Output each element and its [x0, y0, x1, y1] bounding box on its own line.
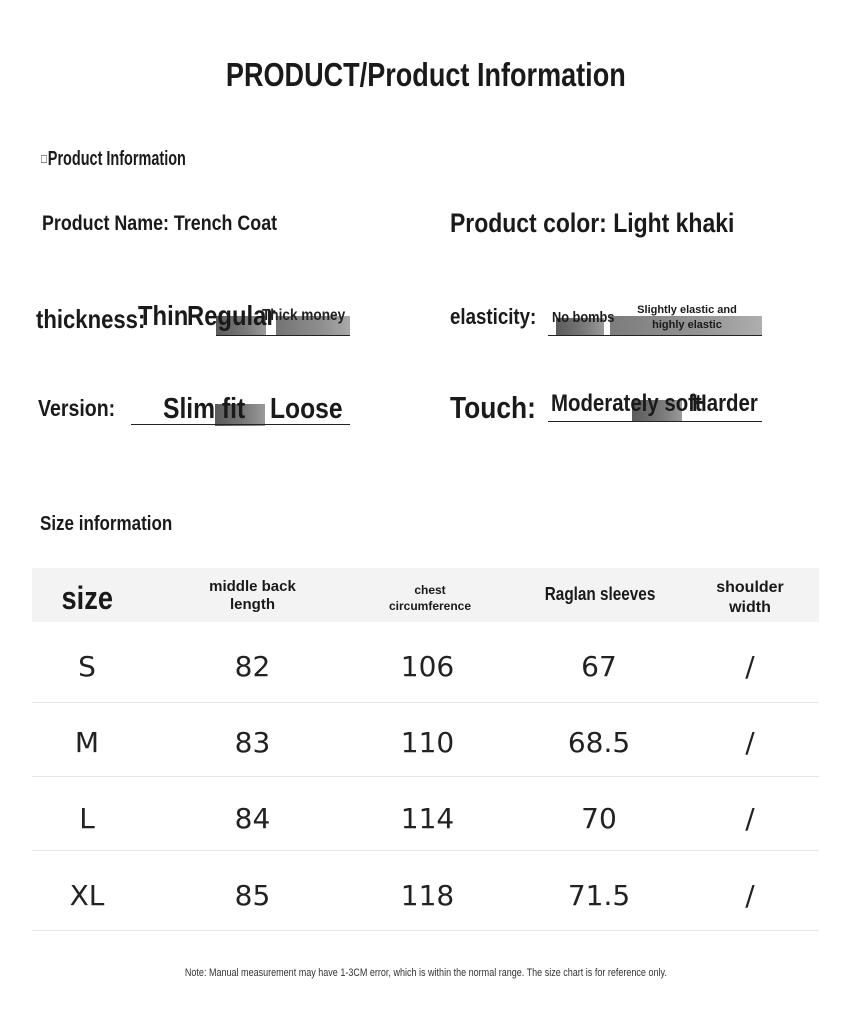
- cell-chest: 118: [400, 879, 455, 912]
- touch-underline: [548, 421, 762, 422]
- product-color: Product color: Light khaki: [450, 208, 735, 238]
- elasticity-option-slightly-elastic: Slightly elastic and highly elastic: [637, 304, 737, 331]
- column-header-chest-circumference: chest circumference: [388, 583, 472, 613]
- column-header-size: size: [61, 580, 113, 616]
- footnote: Note: Manual measurement may have 1-3CM error, which is within the normal range. The size chart is for reference only.: [185, 967, 667, 979]
- cell-back-length: 85: [234, 879, 271, 912]
- heading-glyph: □: [41, 151, 47, 166]
- thickness-option-thick: Thick money: [262, 307, 346, 324]
- version-label: Version:: [38, 395, 116, 421]
- cell-shoulder: /: [745, 650, 755, 683]
- cell-size: M: [74, 726, 100, 759]
- cell-sleeves: 70: [581, 802, 617, 835]
- elasticity-option-no-bombs: No bombs: [552, 309, 615, 326]
- row-divider: [32, 850, 819, 851]
- product-name: Product Name: Trench Coat: [42, 212, 278, 235]
- thickness-label: thickness:: [36, 304, 146, 334]
- cell-sleeves: 67: [581, 650, 617, 683]
- cell-shoulder: /: [745, 879, 755, 912]
- cell-size: L: [79, 802, 95, 835]
- version-option-slim-fit: Slim fit: [163, 393, 246, 425]
- elasticity-underline: [548, 335, 762, 336]
- cell-shoulder: /: [745, 726, 755, 759]
- row-divider: [32, 930, 819, 931]
- size-info-heading: Size information: [40, 513, 173, 535]
- cell-back-length: 82: [234, 650, 271, 683]
- cell-chest: 114: [400, 802, 455, 835]
- cell-sleeves: 68.5: [567, 726, 631, 759]
- cell-chest: 110: [400, 726, 455, 759]
- thickness-option-thin: Thin: [138, 300, 189, 331]
- cell-sleeves: 71.5: [567, 879, 631, 912]
- row-divider: [32, 776, 819, 777]
- touch-option-harder: Harder: [692, 390, 758, 417]
- row-divider: [32, 702, 819, 703]
- touch-option-moderately-soft: Moderately soft: [551, 390, 702, 417]
- cell-shoulder: /: [745, 802, 755, 835]
- elasticity-label: elasticity:: [450, 304, 537, 329]
- product-info-heading: [41, 148, 240, 171]
- page-title: PRODUCT/Product Information: [226, 56, 626, 93]
- cell-back-length: 84: [234, 802, 271, 835]
- column-header-raglan-sleeves: Raglan sleeves: [544, 584, 656, 604]
- touch-label: Touch:: [450, 390, 536, 425]
- heading-text: Product Information: [47, 148, 186, 170]
- column-header-middle-back-length: middle back length: [209, 578, 296, 613]
- column-header-shoulder-width: shoulder width: [716, 579, 784, 616]
- cell-back-length: 83: [234, 726, 271, 759]
- thickness-option-regular: Regular: [187, 300, 276, 331]
- version-option-loose: Loose: [270, 393, 343, 425]
- cell-size: S: [78, 650, 96, 683]
- thickness-underline: [216, 335, 350, 336]
- cell-size: XL: [69, 879, 105, 912]
- cell-chest: 106: [400, 650, 455, 683]
